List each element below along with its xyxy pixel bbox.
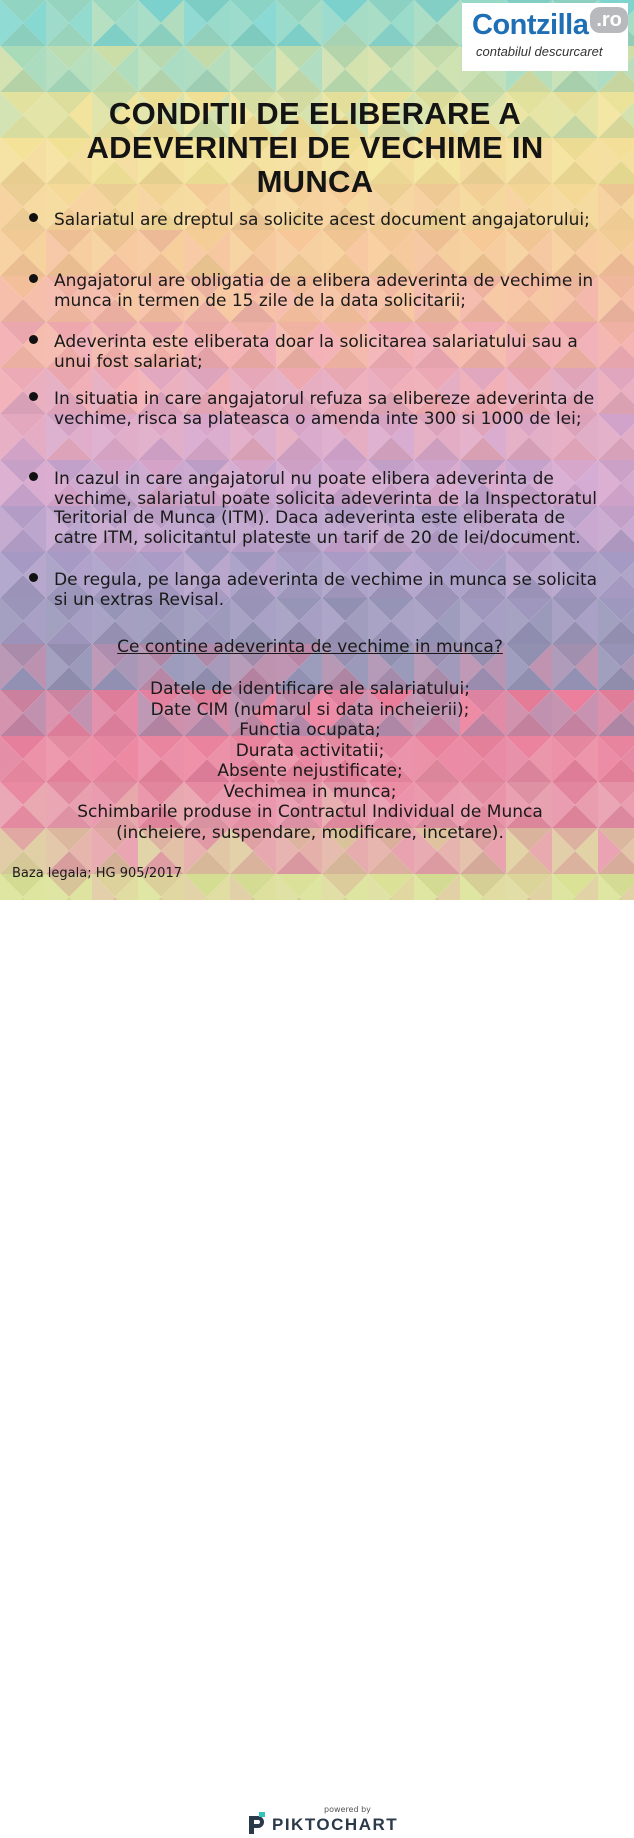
condition-item (54, 211, 614, 231)
bullet-icon (29, 274, 38, 283)
contents-item: Schimbarile produse in Contractul Individual de Munca (incheiere, suspendare, modificare, incetare). (77, 802, 543, 843)
logo-wordmark (472, 9, 620, 42)
bullet-icon (29, 213, 38, 222)
condition-item (54, 272, 614, 311)
contents-list (60, 679, 560, 843)
contents-item: Datele de identificare ale salariatului; (150, 679, 470, 699)
piktochart-text (272, 1805, 399, 1835)
condition-item (54, 390, 614, 429)
condition-text: Angajatorul are obligatia de a elibera adeverinta de vechime in munca in termen de 15 zile de la data solicitarii; (54, 271, 594, 311)
condition-text: Salariatul are dreptul sa solicite acest document angajatorului; (54, 210, 590, 230)
poster-title: CONDITII DE ELIBERARE A ADEVERINTEI DE VECHIME IN MUNCA (86, 96, 544, 199)
contents-item: Absente nejustificate; (217, 761, 403, 781)
bullet-icon (29, 392, 38, 401)
piktochart-brand: PIKTOCHART (272, 1815, 399, 1834)
condition-text: In situatia in care angajatorul refuza sa elibereze adeverinta de vechime, risca sa plateasca o amenda inte 300 si 1000 de lei; (54, 389, 595, 429)
contzilla-logo[interactable] (462, 3, 628, 71)
condition-item (54, 571, 614, 610)
powered-by-label: powered by (324, 1805, 371, 1814)
legal-basis: Baza legala; HG 905/2017 (12, 866, 182, 881)
contents-item: Functia ocupata; (239, 720, 381, 740)
contents-item: Date CIM (numarul si data incheierii); (150, 699, 470, 720)
bullet-icon (29, 472, 38, 481)
bullet-icon (29, 335, 38, 344)
contents-item: Vechimea in munca; (223, 781, 397, 802)
bullet-icon (29, 573, 38, 582)
piktochart-logo[interactable] (246, 1805, 399, 1838)
condition-text: Adeverinta este eliberata doar la solicitarea salariatului sau a unui fost salariat; (54, 332, 578, 372)
footer (0, 900, 634, 1834)
condition-item (54, 333, 614, 372)
contents-heading: Ce contine adeverinta de vechime in munca? (117, 637, 503, 657)
condition-text: De regula, pe langa adeverinta de vechime in munca se solicita si un extras Revisal. (54, 570, 598, 610)
contents-item: Durata activitatii; (235, 740, 385, 761)
logo-tld: .ro (590, 7, 628, 33)
piktochart-icon (246, 1812, 266, 1838)
condition-text: In cazul in care angajatorul nu poate elibera adeverinta de vechime, salariatul poate solicita adeverinta de la Inspectoratul Teritorial de Munca (ITM). Daca adeverinta este eliberata de catre ITM, solicitantul plateste un tarif de 20 de lei/document. (54, 469, 597, 548)
logo-word: Contzilla (472, 9, 589, 41)
logo-tagline: contabilul descurcaret (476, 44, 603, 59)
condition-item (54, 470, 614, 548)
infographic-poster (0, 0, 634, 900)
